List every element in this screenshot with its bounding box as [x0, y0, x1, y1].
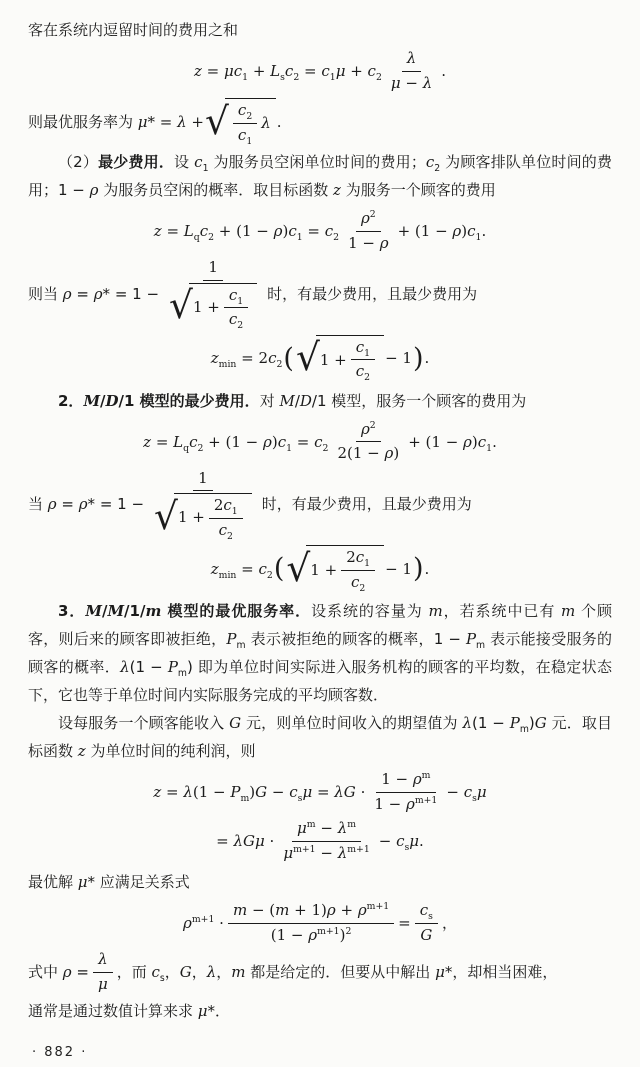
line-mm1-optimal-service-rate: 则最优服务率为 μ* = λ + √ $\frac{c_2}{c_1}$ λ . [28, 98, 282, 147]
para-numerical-solution: 通常是通过数值计算来求 μ*． [28, 1002, 231, 1020]
para-carryover-text: 客在系统内逗留时间的费用之和 [28, 21, 239, 39]
page-number: · 882 · [32, 1045, 88, 1060]
formula-mm1m-opt-condition: $\rho^{m+1}$ · $\frac{m - (m + 1)\rho + \rho^{m+1}}{(1 - \rho^{m+1})^2}$ = $\frac{c_s}{G}$ ， [183, 901, 457, 944]
formula-md1-zmin: $z_{min} = c_2$ ( √ 1 + $\frac{2c_1}{c_2}$ − 1 ) . [210, 545, 430, 594]
formula-mm1-cost-sum: $z = \mu c_1 + L_sc_2 = c_1\mu + c_2$ $\frac{\lambda}{\mu - \lambda}$ . [193, 49, 447, 92]
line-mm1-rho-optimal: 则当 ρ = ρ* = 1 − 1 √ 1 + $\frac{c_1}{c_2}$ 时，有最少费用，且最少费用为 [28, 258, 478, 331]
para-mm1m-revenue: 设每服务一个顾客能收入 G 元，则单位时间收入的期望值为 $\lambda(1 - P_m)G$ 元．取目标函数 z 为单位时间的纯利润，则 [28, 714, 612, 760]
formula-mm1m-profit-1: $z = \lambda(1 - P_m)G - c_s\mu = \lambda G$ · $\frac{1 - \rho^m}{1 - \rho^{m+1}}$ − $c_s\mu$ [153, 770, 487, 813]
line-md1-rho-optimal: 当 ρ = ρ* = 1 − 1 √ 1 + $\frac{2c_1}{c_2}$ 时，有最少费用，且最少费用为 [28, 468, 472, 542]
formula-mm1-cost-z: $z = L_qc_2 + (1 - \rho)c_1 = c_2$ $\frac{\rho^2}{1 - \rho}$ + $(1 - \rho)c_1$. [153, 209, 487, 252]
heading-md1-section: 2．M/D/1 模型的最少费用．对 M/D/1 模型，服务一个顾客的费用为 [58, 391, 527, 410]
para-min-cost-setup: （2）最少费用．设 $c_1$ 为服务员空闲单位时间的费用；$c_2$ 为顾客排队单位时间的费用；1 − ρ 为服务员空闲的概率．取目标函数 z 为服务一个顾客的费用 [28, 153, 612, 199]
formula-mm1-zmin: $z_{min} = 2c_2$ ( √ 1 + $\frac{c_1}{c_2}$ − 1 ) . [210, 335, 430, 383]
line-rho-definition: 式中 ρ = $\frac{\lambda}{\mu}$ ，而 $c_s$，G，λ，m 都是给定的．但要从中解出 μ*，却相当困难， [28, 950, 558, 993]
formula-md1-cost-z: $z = L_qc_2 + (1 - \rho)c_1 = c_2$ $\frac{\rho^2}{2(1 - \rho)}$ + $(1 - \rho)c_1$. [143, 419, 497, 462]
para-optimal-solution: 最优解 μ* 应满足关系式 [28, 873, 190, 891]
formula-mm1m-profit-2: = λGμ · $\frac{\mu^m - \lambda^m}{\mu^{m+1} - \lambda^{m+1}}$ − $c_s\mu$. [216, 819, 424, 862]
para-mm1m-intro: 3．M/M/1/m 模型的最优服务率．设系统的容量为 m，若系统中已有 m 个顾客，则后来的顾客即被拒绝，$P_m$ 表示被拒绝的顾客的概率，$1 - P_m$ 表示能接受服务的顾客的概率．$\lambda(1 - P_m)$ 即为单位时间实际进入服务机构的顾客的平均数，在稳定状态下，它也等于单位时间内实际服务完成的平均顾客数． [28, 602, 612, 704]
